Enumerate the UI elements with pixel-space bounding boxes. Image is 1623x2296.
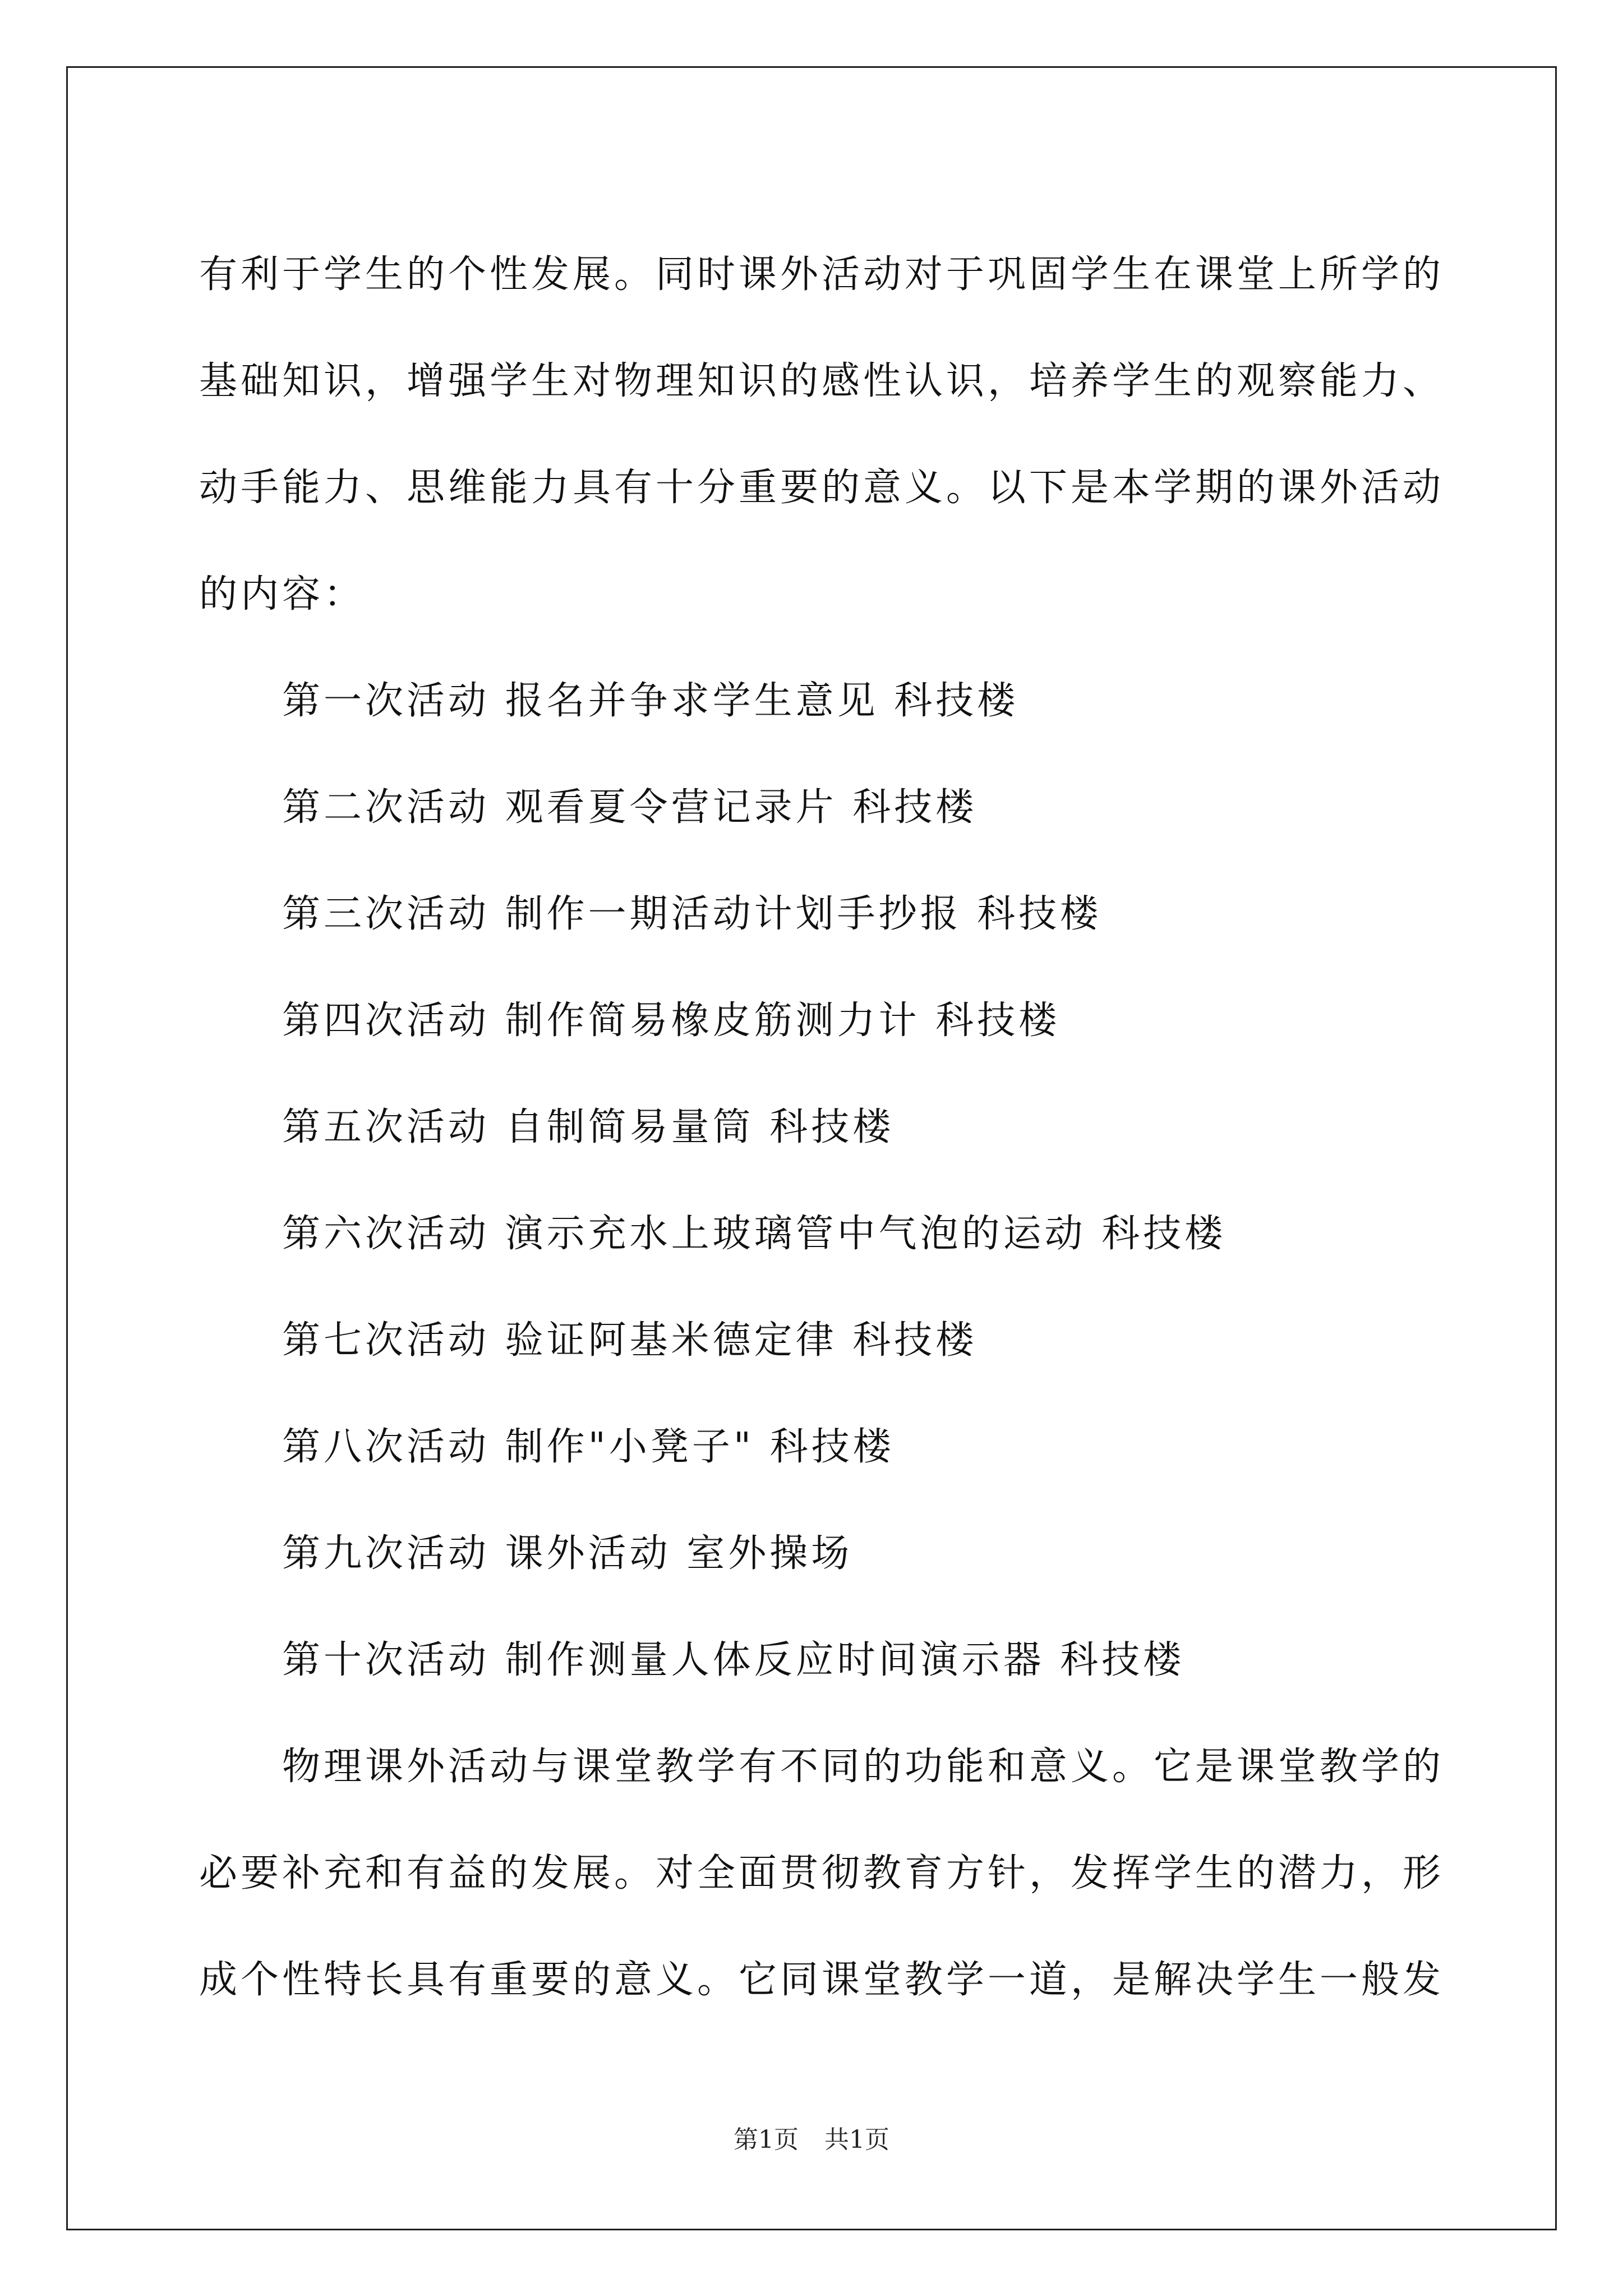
paragraph-line: 成个性特长具有重要的意义。它同课堂教学一道，是解决学生一般发 bbox=[199, 1958, 1445, 2002]
activity-item: 第三次活动 制作一期活动计划手抄报 科技楼 bbox=[282, 892, 1102, 936]
activity-item: 第二次活动 观看夏令营记录片 科技楼 bbox=[282, 785, 978, 830]
activity-item: 第八次活动 制作"小凳子" 科技楼 bbox=[282, 1425, 895, 1469]
page-total: 共1页 bbox=[824, 2125, 889, 2154]
activity-item: 第十次活动 制作测量人体反应时间演示器 科技楼 bbox=[282, 1638, 1185, 1682]
paragraph-line: 必要补充和有益的发展。对全面贯彻教育方针，发挥学生的潜力，形 bbox=[199, 1851, 1445, 1895]
activity-item: 第四次活动 制作简易橡皮筋测力计 科技楼 bbox=[282, 999, 1061, 1043]
paragraph-line: 物理课外活动与课堂教学有不同的功能和意义。它是课堂教学的 bbox=[282, 1745, 1445, 1789]
activity-item: 第七次活动 验证阿基米德定律 科技楼 bbox=[282, 1318, 978, 1363]
activity-item: 第六次活动 演示充水上玻璃管中气泡的运动 科技楼 bbox=[282, 1212, 1227, 1256]
activity-item: 第五次活动 自制简易量筒 科技楼 bbox=[282, 1105, 895, 1149]
paragraph-line: 有利于学生的个性发展。同时课外活动对于巩固学生在课堂上所学的 bbox=[199, 252, 1445, 297]
document-body bbox=[199, 222, 1445, 2033]
activity-item: 第一次活动 报名并争求学生意见 科技楼 bbox=[282, 679, 1019, 723]
paragraph-line: 动手能力、思维能力具有十分重要的意义。以下是本学期的课外活动 bbox=[199, 466, 1445, 510]
paragraph-line: 基础知识，增强学生对物理知识的感性认识，培养学生的观察能力、 bbox=[199, 359, 1445, 403]
page-number: 第1页 bbox=[734, 2125, 799, 2154]
activity-item: 第九次活动 课外活动 室外操场 bbox=[282, 1531, 853, 1576]
page-footer bbox=[0, 2123, 1623, 2157]
paragraph-line: 的内容： bbox=[199, 572, 366, 616]
